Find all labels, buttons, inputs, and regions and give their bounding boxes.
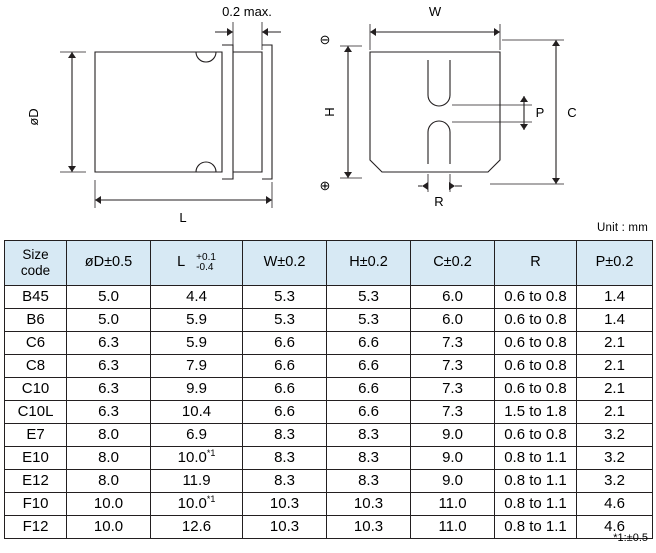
cell-p: 2.1 [577,378,653,401]
cell-size-code: E10 [5,447,67,470]
cell-size-code: E7 [5,424,67,447]
cell-diameter: 10.0 [67,516,151,539]
cell-p: 2.1 [577,355,653,378]
side-view-notch-bottom [196,162,216,172]
cell-height: 5.3 [327,309,411,332]
top-view-slot-upper [428,60,450,106]
cell-size-code: B45 [5,286,67,309]
cell-r: 0.6 to 0.8 [495,355,577,378]
cell-r: 0.6 to 0.8 [495,286,577,309]
table-row [5,332,653,355]
header-height: H±0.2 [327,241,411,286]
ext-line-length [95,180,272,208]
table-row [5,309,653,332]
cell-diameter: 5.0 [67,309,151,332]
cell-length: 12.6 [151,516,243,539]
cell-c: 7.3 [411,401,495,424]
cell-length: 5.9 [151,332,243,355]
cell-length: 4.4 [151,286,243,309]
cell-r: 1.5 to 1.8 [495,401,577,424]
table-row [5,355,653,378]
header-length-tol-minus: -0.4 [196,262,214,273]
side-view-body [95,52,222,172]
cell-width: 6.6 [243,401,327,424]
cell-diameter: 5.0 [67,286,151,309]
cell-length: 5.9 [151,309,243,332]
cell-diameter: 8.0 [67,470,151,493]
capacitor-dimension-drawing [0,0,656,232]
cell-diameter: 10.0 [67,493,151,516]
dimension-table [4,240,653,539]
cell-c: 11.0 [411,493,495,516]
cell-c: 9.0 [411,470,495,493]
side-view-terminal-edge [262,45,272,179]
header-r: R [495,241,577,286]
cell-width: 8.3 [243,424,327,447]
header-c: C±0.2 [411,241,495,286]
label-gap-note: 0.2 max. [222,4,272,19]
cell-c: 7.3 [411,355,495,378]
header-size-code [5,241,67,286]
cell-r: 0.8 to 1.1 [495,447,577,470]
cell-p: 3.2 [577,424,653,447]
cell-size-code: E12 [5,470,67,493]
cell-height: 6.6 [327,378,411,401]
table-row [5,516,653,539]
cell-height: 10.3 [327,493,411,516]
cell-length: 6.9 [151,424,243,447]
header-width: W±0.2 [243,241,327,286]
table-row [5,424,653,447]
cell-width: 8.3 [243,470,327,493]
cell-width: 6.6 [243,332,327,355]
cell-length: 7.9 [151,355,243,378]
cell-diameter: 6.3 [67,355,151,378]
cell-p: 4.6 [577,516,653,539]
table-header-row [5,241,653,286]
cell-length: 9.9 [151,378,243,401]
label-height: H [322,107,337,117]
cell-size-code: C10L [5,401,67,424]
top-view-body [370,52,500,172]
cell-height: 8.3 [327,470,411,493]
cell-width: 6.6 [243,378,327,401]
cell-height: 5.3 [327,286,411,309]
cell-height: 6.6 [327,401,411,424]
cell-height: 10.3 [327,516,411,539]
table-row [5,286,653,309]
cell-size-code: C8 [5,355,67,378]
cell-size-code: B6 [5,309,67,332]
header-length-label: L [177,254,186,271]
dimension-table-body [5,286,653,539]
cell-c: 6.0 [411,286,495,309]
cell-diameter: 8.0 [67,447,151,470]
label-c: C [567,105,577,120]
table-row [5,447,653,470]
header-diameter: øD±0.5 [67,241,151,286]
cell-c: 9.0 [411,424,495,447]
table-row [5,493,653,516]
cell-c: 6.0 [411,309,495,332]
header-p: P±0.2 [577,241,653,286]
table-row [5,378,653,401]
cell-p: 2.1 [577,332,653,355]
cell-p: 2.1 [577,401,653,424]
cell-size-code: F12 [5,516,67,539]
cell-r: 0.6 to 0.8 [495,309,577,332]
header-length [151,241,243,286]
cell-width: 5.3 [243,286,327,309]
label-r: R [434,194,444,209]
cell-diameter: 8.0 [67,424,151,447]
cell-width: 8.3 [243,447,327,470]
label-diameter: øD [26,108,41,126]
cell-r: 0.6 to 0.8 [495,332,577,355]
cell-p: 4.6 [577,493,653,516]
plus-terminal-marker: ⊕ [319,178,331,193]
label-p: P [535,105,545,120]
header-size-code-line2: code [20,263,51,278]
cell-height: 6.6 [327,332,411,355]
cell-diameter: 6.3 [67,378,151,401]
cell-p: 3.2 [577,470,653,493]
side-view-seat-plate [233,52,262,172]
cell-width: 5.3 [243,309,327,332]
cell-c: 7.3 [411,378,495,401]
cell-height: 6.6 [327,355,411,378]
cell-c: 11.0 [411,516,495,539]
label-width: W [428,4,442,19]
cell-length-footnote-marker: *1 [206,448,216,459]
side-view-seat-outer [222,45,233,179]
cell-c: 7.3 [411,332,495,355]
header-size-code-line1: Size [22,247,49,263]
cell-width: 10.3 [243,516,327,539]
side-view-notch-top [196,52,216,62]
cell-diameter: 6.3 [67,332,151,355]
unit-note: Unit : mm [597,222,648,234]
table-row [5,401,653,424]
cell-length-footnote-marker: *1 [206,494,216,505]
cell-size-code: F10 [5,493,67,516]
cell-width: 6.6 [243,355,327,378]
cell-r: 0.6 to 0.8 [495,378,577,401]
cell-width: 10.3 [243,493,327,516]
cell-r: 0.8 to 1.1 [495,516,577,539]
cell-height: 8.3 [327,447,411,470]
cell-p: 1.4 [577,309,653,332]
minus-terminal-marker: ⊖ [319,32,331,47]
cell-length: 11.9 [151,470,243,493]
cell-size-code: C6 [5,332,67,355]
cell-r: 0.8 to 1.1 [495,493,577,516]
label-length: L [179,210,187,225]
cell-length: 10.0$^{*1}$ [151,447,243,470]
cell-p: 1.4 [577,286,653,309]
cell-length: 10.4 [151,401,243,424]
cell-length: 10.0$^{*1}$ [151,493,243,516]
ext-line-diameter [60,52,86,172]
cell-r: 0.8 to 1.1 [495,470,577,493]
top-view-slot-lower [428,121,450,164]
table-footnote: *1:±0.5 [613,532,648,544]
cell-height: 8.3 [327,424,411,447]
table-row [5,470,653,493]
cell-p: 3.2 [577,447,653,470]
cell-diameter: 6.3 [67,401,151,424]
cell-size-code: C10 [5,378,67,401]
header-length-tol-plus: +0.1 [196,251,216,263]
cell-r: 0.6 to 0.8 [495,424,577,447]
cell-c: 9.0 [411,447,495,470]
dimension-table-wrapper [4,240,652,539]
